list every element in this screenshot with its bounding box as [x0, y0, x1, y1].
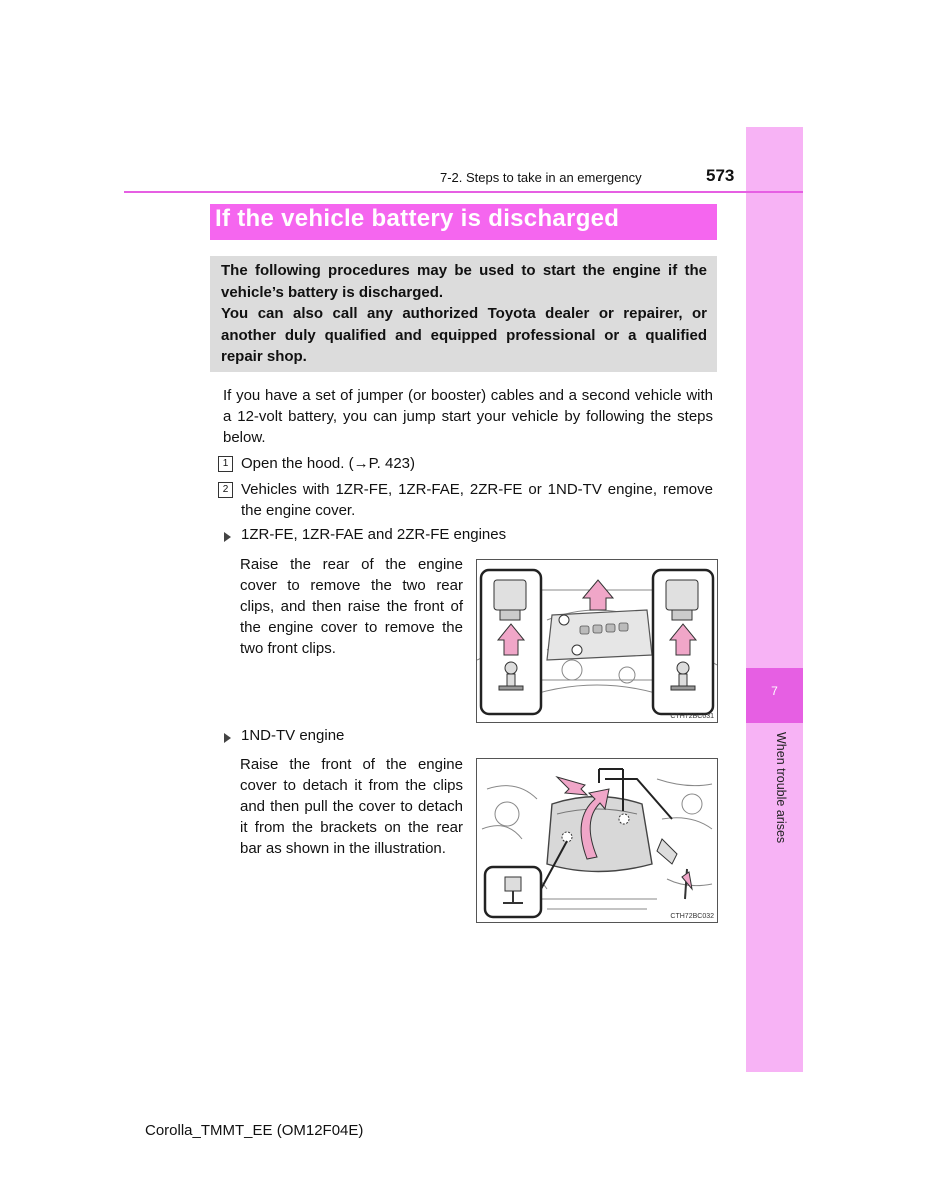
triangle-bullet-icon [224, 532, 231, 542]
engine-cover-drawing [477, 759, 717, 922]
step-number-badge: 1 [218, 456, 233, 472]
section-header: 7-2. Steps to take in an emergency [440, 170, 642, 185]
subsection-description: Raise the front of the engine cover to detach it from the clips and then pull the cover to detach it from the brackets on the rear bar as shown in the illustration. [240, 756, 463, 857]
triangle-bullet-icon [224, 733, 231, 743]
subsection-label: 1ZR-FE, 1ZR-FAE and 2ZR-FE engines [241, 526, 507, 543]
chapter-title: When trouble arises [774, 732, 788, 844]
step-text: Open the hood. (→P. 423) [241, 455, 416, 472]
step-text: Vehicles with 1ZR-FE, 1ZR-FAE, 2ZR-FE or 1ND-TV engine, remove the engine cover. [241, 481, 713, 519]
figure-code: CTH72BC032 [670, 913, 714, 920]
chapter-number: 7 [771, 684, 778, 698]
engine-cover-drawing [477, 560, 717, 722]
page-number: 573 [706, 166, 735, 185]
step-number-badge: 2 [218, 482, 233, 498]
subsection-label: 1ND-TV engine [241, 727, 345, 744]
page-title: If the vehicle battery is discharged [215, 205, 620, 232]
intro-line-1: The following procedures may be used to start the engine if the vehicle’s battery is discharged. [221, 262, 707, 301]
header-rule [124, 191, 803, 193]
chapter-number-tab [746, 668, 803, 723]
intro-text [221, 260, 707, 368]
figure-code: CTH72BC031 [670, 713, 714, 720]
body-paragraph: If you have a set of jumper (or booster) cables and a second vehicle with a 12-volt battery, you can jump start your vehicle by following the steps below. [223, 387, 713, 446]
chapter-side-tab [746, 127, 803, 1072]
intro-line-2: You can also call any authorized Toyota dealer or repairer, or another duly qualified and equipped professional or a qualified repair shop. [221, 305, 707, 365]
footer-doc-id: Corolla_TMMT_EE (OM12F04E) [145, 1122, 364, 1139]
subsection-description: Raise the rear of the engine cover to remove the two rear clips, and then raise the front of the engine cover to remove the two front clips. [240, 556, 463, 657]
engine-cover-illustration-1 [476, 559, 718, 723]
engine-cover-illustration-2 [476, 758, 718, 923]
